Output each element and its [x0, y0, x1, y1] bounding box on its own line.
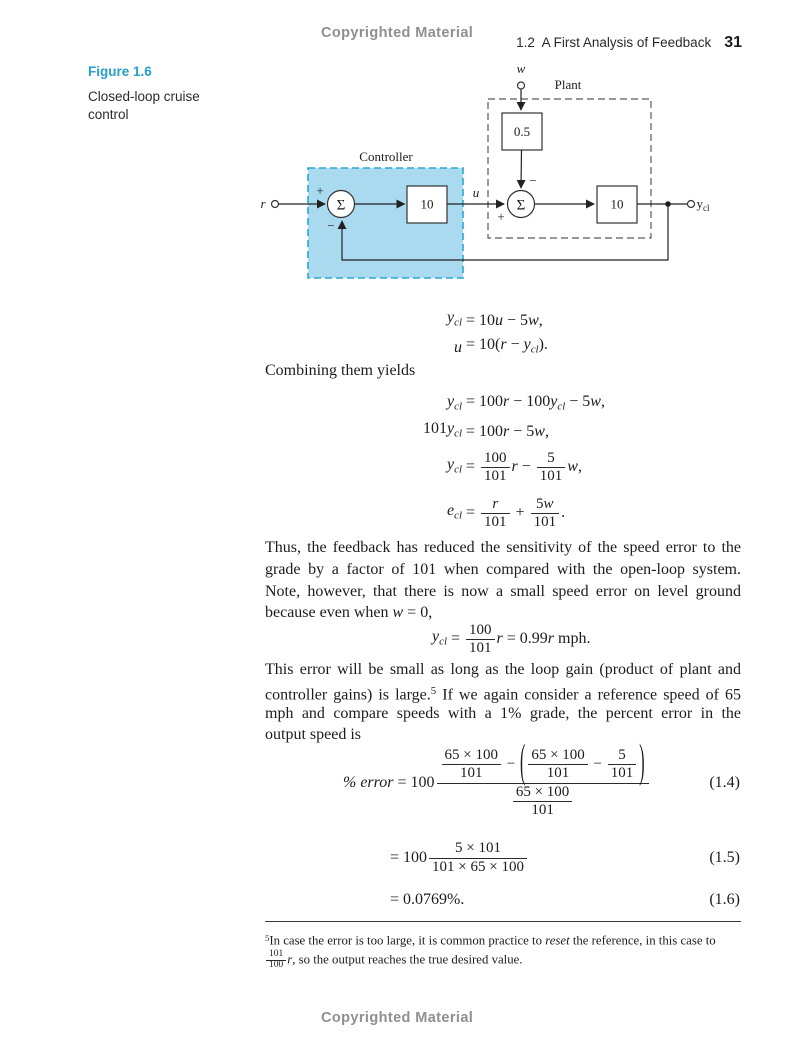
sum1-minus-sign: − [327, 218, 335, 233]
sum2-minus-sign: − [529, 173, 537, 188]
paragraph-sensitivity [265, 537, 741, 624]
numbered-equation-1-5 [265, 833, 740, 883]
equation-group-099r [265, 614, 740, 660]
combining-text: Combining them yields [265, 362, 416, 379]
sum1-plus-sign: + [316, 183, 324, 198]
page-number: 31 [724, 34, 742, 51]
disturbance-gain-value: 0.5 [513, 124, 531, 139]
text-line: Thus, the feedback has reduced the sensitivity of the speed error to the [265, 539, 741, 556]
figure-caption-line: Closed-loop cruise [88, 89, 200, 104]
equation-099r-mph: $y_{cl}$ = $\frac{100}{101}$ r = 0.99r mph. [432, 621, 591, 656]
equation-number: (1.6) [709, 891, 740, 908]
equation-result: = 0.0769%. [390, 891, 465, 908]
footnote-line: $\frac{101}{100}$ r, so the output reaches the true desired value. [265, 950, 741, 971]
summing-junction-1-sigma: Σ [336, 197, 346, 214]
text-line: mph and compare speeds with a 1% grade, the percent error in the [265, 704, 741, 722]
figure-caption-line: control [88, 107, 129, 122]
numbered-equation-1-6 [265, 886, 740, 914]
controller-label: Controller [359, 149, 413, 164]
equation-ycl-100r: $y_{cl} = 100r - 100y_{cl} - 5w$, [447, 393, 605, 413]
disturbance-to-sum-arrow [521, 150, 522, 188]
control-u-label: u [472, 185, 480, 200]
equation-number: (1.5) [709, 849, 740, 866]
copyright-watermark-top: Copyrighted Material [321, 25, 474, 41]
numbered-equation-1-4 [265, 737, 740, 829]
text-line: grade by a factor of 101 when compared with the open-loop system. [265, 560, 741, 578]
equation-ycl-10u: $y_{cl} = 10u - 5w$, [447, 309, 543, 329]
running-header [0, 34, 742, 52]
footnote-line: $^5$In case the error is too large, it is common practice to reset the reference, in this case to [265, 933, 716, 948]
figure-caption [88, 88, 200, 124]
output-ycl-label: $y_{cl}$ [696, 196, 710, 213]
summing-junction-2-sigma: Σ [516, 197, 526, 214]
equation-group-combined [265, 388, 740, 534]
text-line: output speed is [265, 726, 361, 744]
reference-input-terminal [272, 201, 279, 208]
footnote [265, 921, 741, 971]
text-line: controller gains) is large.$^5$ If we again consider a reference speed of 65 [265, 684, 741, 703]
section-title: 1.2 A First Analysis of Feedback [516, 35, 712, 50]
text-line: Note, however, that there is now a small speed error on level ground [265, 582, 741, 600]
equation-ycl-fractions: $y_{cl}$ = $\frac{100}{101}$ r − $\frac{5}{101}$ w, [447, 449, 582, 484]
equation-number: (1.4) [709, 774, 740, 791]
text-line: This error will be small as long as the loop gain (product of plant and [265, 661, 741, 678]
sum2-plus-sign: + [497, 209, 505, 224]
paragraph-loop-gain [265, 659, 741, 746]
copyright-watermark-bottom: Copyrighted Material [321, 1010, 474, 1026]
disturbance-w-label: w [516, 61, 526, 76]
output-terminal [688, 201, 695, 208]
block-diagram [250, 60, 710, 290]
equation-101ycl: $101y_{cl} = 100r - 5w$, [423, 420, 549, 440]
equation-percent-error: % error = 100 $\frac{65 \times 100}{101}$ − ( $\frac{65 \times 100}{101}$ − $\frac{5}{101}$ ) $\frac{65 \times 100}{101}$ [343, 747, 651, 819]
pickoff-node [665, 201, 671, 207]
plant-label: Plant [554, 77, 582, 92]
reference-r-label: r [260, 196, 266, 211]
figure-label: Figure 1.6 [88, 64, 152, 79]
disturbance-input-terminal [518, 82, 525, 89]
text-line: because even when w = 0, [265, 604, 433, 622]
equation-u-10r: $u = 10(r - y_{cl})$. [454, 336, 548, 356]
equation-group-plant-controller [265, 304, 740, 358]
controller-gain-value: 10 [420, 196, 434, 212]
plant-gain-value: 10 [610, 196, 624, 212]
equation-simplified: = 100 $\frac{5 \times 101}{101 \times 65 \times 100}$ [390, 840, 529, 876]
equation-ecl: $e_{cl}$ = $\frac{r}{101}$ + 5 w 101 . [447, 495, 566, 530]
